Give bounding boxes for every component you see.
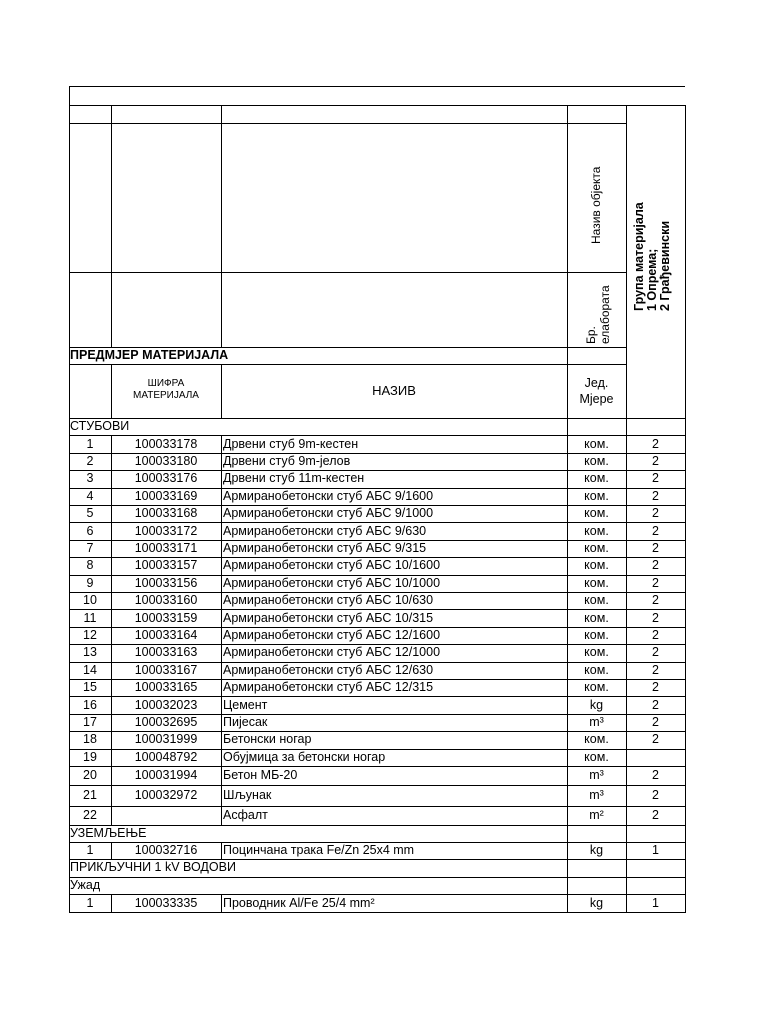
row-number: 16 — [83, 697, 97, 712]
header-line — [69, 364, 626, 365]
material-group: 1 — [652, 895, 659, 910]
material-name: Дрвени стуб 9m-кестен — [223, 436, 359, 451]
column-line — [221, 806, 222, 825]
material-code: 100033172 — [134, 523, 198, 538]
column-line — [111, 679, 112, 696]
elaborate-number-label: Бр. елабората — [584, 285, 612, 344]
column-line — [221, 505, 222, 522]
material-group: 2 — [652, 645, 659, 660]
unit: ком. — [584, 436, 609, 451]
column-line — [221, 842, 222, 859]
material-group: 2 — [652, 454, 659, 468]
unit: ком. — [584, 558, 609, 573]
column-line — [221, 662, 222, 679]
unit: ком. — [584, 488, 609, 503]
column-line — [567, 105, 568, 913]
material-code: 100033164 — [134, 628, 198, 642]
column-line — [221, 488, 222, 505]
material-code: 100033167 — [134, 662, 198, 677]
row-number: 5 — [86, 506, 94, 521]
section-title: УЗЕМЉЕЊЕ — [70, 825, 147, 840]
material-code: 100032716 — [134, 843, 198, 858]
column-line — [111, 435, 112, 452]
unit: ком. — [584, 541, 609, 555]
material-name: Поцинчана трака Fe/Zn 25x4 mm — [223, 843, 415, 858]
material-group-label: Група материјала 1 Опрема; 2 Грађевински — [632, 202, 672, 311]
column-line — [221, 105, 222, 348]
row-number: 17 — [83, 715, 97, 729]
unit: ком. — [584, 628, 609, 642]
unit: ком. — [584, 506, 609, 521]
header-line — [69, 272, 626, 273]
material-code: 100048792 — [134, 749, 198, 764]
material-name: Цемент — [223, 697, 268, 712]
column-line — [111, 609, 112, 626]
row-number: 9 — [86, 575, 94, 590]
column-line — [221, 894, 222, 912]
material-name: Армиранобетонски стуб АБС 9/1600 — [223, 488, 434, 503]
material-group: 2 — [652, 488, 659, 503]
top-rule — [69, 86, 685, 87]
column-line — [111, 842, 112, 859]
material-group: 2 — [652, 575, 659, 590]
unit: ком. — [584, 523, 609, 538]
column-line — [221, 522, 222, 539]
material-group: 2 — [652, 436, 659, 451]
material-code: 100031994 — [134, 767, 198, 782]
material-group: 1 — [652, 843, 659, 858]
material-name: Армиранобетонски стуб АБС 9/1000 — [223, 506, 434, 521]
unit: kg — [589, 843, 604, 858]
unit: ком. — [584, 680, 609, 695]
header-line — [69, 123, 626, 124]
column-line — [221, 766, 222, 785]
column-line — [111, 806, 112, 825]
name-column-header: НАЗИВ — [372, 383, 416, 398]
material-code: 100033160 — [134, 593, 198, 608]
section-title: СТУБОВИ — [70, 419, 130, 433]
material-group: 2 — [652, 610, 659, 625]
row-line — [69, 912, 685, 913]
unit-column-header: Мјере — [579, 392, 614, 406]
material-name: Проводник Al/Fe 25/4 mm² — [223, 895, 375, 910]
column-line — [111, 644, 112, 661]
unit: m³ — [589, 787, 604, 802]
material-group: 2 — [652, 523, 659, 538]
section-title: Ужад — [70, 877, 101, 892]
material-code: 100031999 — [134, 732, 198, 747]
column-line — [111, 749, 112, 766]
row-number: 8 — [86, 558, 94, 573]
material-group: 2 — [652, 541, 659, 555]
column-line — [221, 470, 222, 487]
material-code: 100033163 — [134, 645, 198, 660]
unit: ком. — [584, 732, 609, 747]
material-group: 2 — [652, 807, 659, 822]
column-line — [221, 696, 222, 713]
column-line — [221, 609, 222, 626]
material-name: Армиранобетонски стуб АБС 10/1600 — [223, 558, 441, 573]
material-group: 2 — [652, 715, 659, 729]
column-line — [111, 592, 112, 609]
column-line — [221, 453, 222, 470]
column-line — [221, 749, 222, 766]
unit: m³ — [589, 767, 604, 782]
column-line — [111, 105, 112, 348]
material-code: 100033171 — [134, 541, 198, 555]
material-name: Армиранобетонски стуб АБС 12/315 — [223, 680, 434, 695]
column-line — [221, 627, 222, 644]
material-name: Армиранобетонски стуб АБС 9/315 — [223, 541, 427, 555]
unit: ком. — [584, 471, 609, 486]
material-name: Пијесак — [223, 715, 268, 729]
material-name: Армиранобетонски стуб АБС 12/1600 — [223, 628, 441, 642]
column-line — [111, 575, 112, 592]
unit: kg — [589, 895, 604, 910]
sheet-title: ПРЕДМЈЕР МАТЕРИЈАЛА — [70, 348, 229, 362]
material-group: 2 — [652, 680, 659, 695]
code-column-header: ШИФРА — [147, 378, 185, 389]
unit: ком. — [584, 593, 609, 608]
column-line — [221, 714, 222, 731]
row-number: 1 — [86, 843, 94, 858]
material-name: Армиранобетонски стуб АБС 12/1000 — [223, 645, 441, 660]
column-line — [111, 766, 112, 785]
material-group: 2 — [652, 732, 659, 747]
unit: ком. — [584, 662, 609, 677]
unit: ком. — [584, 454, 609, 468]
column-line — [111, 662, 112, 679]
column-line — [111, 453, 112, 470]
column-line — [221, 435, 222, 452]
material-name: Армиранобетонски стуб АБС 12/630 — [223, 662, 434, 677]
row-line — [69, 785, 685, 786]
material-name: Армиранобетонски стуб АБС 10/1000 — [223, 575, 441, 590]
column-line — [111, 731, 112, 748]
section-title: ПРИКЉУЧНИ 1 kV ВОДОВИ — [70, 860, 236, 875]
row-number: 19 — [83, 749, 97, 764]
column-line — [111, 714, 112, 731]
material-name: Дрвени стуб 9m-јелов — [223, 454, 351, 468]
unit: ком. — [584, 610, 609, 625]
material-code: 100032695 — [134, 715, 198, 729]
unit-column-header: Јед. — [584, 376, 609, 390]
material-code: 100032023 — [134, 697, 198, 712]
column-line — [111, 696, 112, 713]
column-line — [111, 627, 112, 644]
row-number: 20 — [83, 767, 97, 782]
material-name: Шљунак — [223, 787, 272, 802]
column-line — [221, 575, 222, 592]
object-name-label: Назив објекта — [589, 166, 603, 244]
material-group: 2 — [652, 471, 659, 486]
material-name: Бетон МБ-20 — [223, 767, 298, 782]
column-line — [626, 105, 627, 913]
unit: kg — [589, 697, 604, 712]
material-code: 100033169 — [134, 488, 198, 503]
material-group: 2 — [652, 558, 659, 573]
column-line — [221, 644, 222, 661]
column-line — [111, 505, 112, 522]
row-number: 4 — [86, 488, 94, 503]
unit: m³ — [589, 715, 604, 729]
unit: ком. — [584, 645, 609, 660]
material-group: 2 — [652, 506, 659, 521]
row-number: 3 — [86, 471, 94, 486]
material-code: 100033180 — [134, 454, 198, 468]
column-line — [221, 731, 222, 748]
row-number: 14 — [83, 662, 97, 677]
column-line — [221, 785, 222, 806]
material-name: Обујмица за бетонски ногар — [223, 749, 386, 764]
material-code: 100033168 — [134, 506, 198, 521]
column-line — [111, 557, 112, 574]
material-name: Асфалт — [223, 807, 268, 822]
row-number: 22 — [83, 807, 97, 822]
column-line — [69, 105, 70, 913]
row-number: 7 — [86, 541, 94, 555]
material-code: 100033159 — [134, 610, 198, 625]
material-name: Армиранобетонски стуб АБС 9/630 — [223, 523, 427, 538]
column-line — [111, 470, 112, 487]
material-group: 2 — [652, 767, 659, 782]
material-code: 100032972 — [134, 787, 198, 802]
material-group: 2 — [652, 628, 659, 642]
code-column-header: МАТЕРИЈАЛА — [133, 390, 199, 401]
material-code: 100033157 — [134, 558, 198, 573]
material-group: 2 — [652, 662, 659, 677]
row-number: 1 — [86, 436, 94, 451]
column-line — [221, 540, 222, 557]
column-line — [221, 592, 222, 609]
column-line — [111, 522, 112, 539]
material-code: 100033165 — [134, 680, 198, 695]
material-group: 2 — [652, 787, 659, 802]
row-number: 1 — [86, 895, 94, 910]
column-line — [221, 364, 222, 418]
column-line — [111, 540, 112, 557]
material-code: 100033335 — [134, 895, 198, 910]
column-line — [111, 364, 112, 418]
material-code: 100033178 — [134, 436, 198, 451]
material-name: Дрвени стуб 11m-кестен — [223, 471, 365, 486]
row-number: 10 — [83, 593, 97, 608]
column-line — [685, 105, 686, 913]
material-code: 100033156 — [134, 575, 198, 590]
material-name: Армиранобетонски стуб АБС 10/315 — [223, 610, 434, 625]
material-name: Бетонски ногар — [223, 732, 312, 747]
top-left-rule — [69, 86, 70, 106]
row-number: 6 — [86, 523, 94, 538]
row-number: 11 — [83, 610, 97, 625]
row-number: 13 — [83, 645, 97, 660]
material-group: 2 — [652, 593, 659, 608]
material-name: Армиранобетонски стуб АБС 10/630 — [223, 593, 434, 608]
material-code: 100033176 — [134, 471, 198, 486]
row-number: 21 — [83, 787, 97, 802]
column-line — [111, 894, 112, 912]
column-line — [221, 679, 222, 696]
material-group: 2 — [652, 697, 659, 712]
column-line — [111, 785, 112, 806]
column-line — [221, 557, 222, 574]
unit: ком. — [584, 575, 609, 590]
row-number: 15 — [83, 680, 97, 695]
unit: m² — [589, 807, 604, 822]
header-top-line — [69, 105, 685, 106]
row-number: 12 — [83, 628, 97, 642]
unit: ком. — [584, 749, 609, 764]
row-number: 18 — [83, 732, 97, 747]
column-line — [111, 488, 112, 505]
row-number: 2 — [86, 454, 94, 468]
